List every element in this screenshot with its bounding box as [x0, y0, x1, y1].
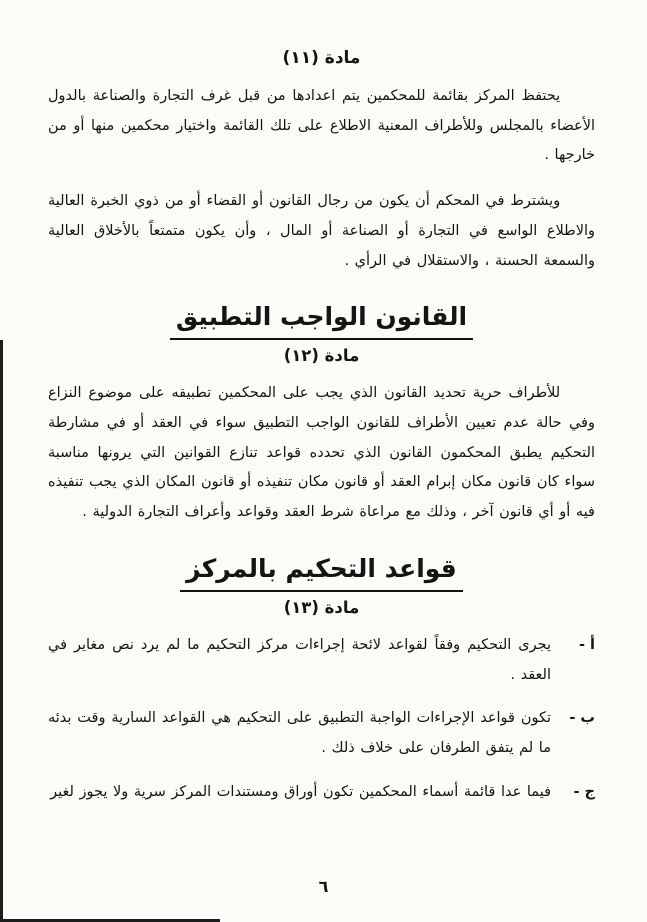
- section-heading-arbitration-rules: [48, 554, 595, 592]
- section-heading-text: القانون الواجب التطبيق: [170, 302, 473, 340]
- page-number: ٦: [318, 877, 329, 896]
- article-13-label: مادة (١٣): [283, 597, 360, 617]
- article-11-paragraph-2: ويشترط في المحكم أن يكون من رجال القانون أو القضاء أو من ذوي الخبرة العالية والاطلاع الواسع في التجارة أو الصناعة أو المال ، وأن يكون متمتعاً بالأخلاق العالية والسمعة الحسنة ، والاستقلال في الرأي .: [48, 193, 595, 269]
- list-item-text: فيما عدا قائمة أسماء المحكمين تكون أوراق ومستندات المركز سرية ولا يجوز لغير: [50, 783, 551, 800]
- list-item-marker: أ -: [578, 636, 595, 653]
- list-item-text: يجرى التحكيم وفقاً لقواعد لائحة إجراءات مركز التحكيم ما لم يرد نص مغاير في العقد .: [48, 636, 551, 683]
- scan-edge-left: [0, 340, 3, 922]
- article-12-label: مادة (١٢): [283, 346, 360, 366]
- list-item-c: [48, 778, 595, 808]
- list-item-a: [48, 631, 595, 690]
- list-item-marker: ب -: [569, 710, 595, 727]
- list-item-marker: ج -: [573, 783, 595, 800]
- section-heading-text: قواعد التحكيم بالمركز: [180, 554, 463, 592]
- section-heading-applicable-law: [48, 302, 595, 340]
- list-item-b: [48, 704, 595, 763]
- article-11-label: مادة (١١): [282, 48, 361, 68]
- article-12-paragraph-1: للأطراف حرية تحديد القانون الذي يجب على المحكمين تطبيقه على موضوع النزاع وفي حالة عدم تعيين الأطراف للقانون الواجب التطبيق سواء في العقد أو في مشارطة التحكيم يطبق المحكمون القانون الذي تحدده قواعد تنازع القوانين التي يرونها مناسبة سواء كان قانون مكان إبرام العقد أو قانون مكان تنفيذه أو قانون المكان الذي يجب تنفيذه فيه أو أي قانون آخر ، وذلك مع مراعاة شرط العقد وقواعد وأعراف التجارة الدولية .: [48, 385, 595, 521]
- article-11-paragraph-1: يحتفظ المركز بقائمة للمحكمين يتم اعدادها من قبل غرف التجارة والصناعة بالدول الأعضاء بالمجلس وللأطراف المعنية الاطلاع على تلك القائمة واختيار محكمين منها أو من خارجها .: [48, 88, 595, 164]
- list-item-text: تكون قواعد الإجراءات الواجبة التطبيق على التحكيم هي القواعد السارية وقت بدئه ما لم يتفق الطرفان على خلاف ذلك .: [48, 710, 551, 757]
